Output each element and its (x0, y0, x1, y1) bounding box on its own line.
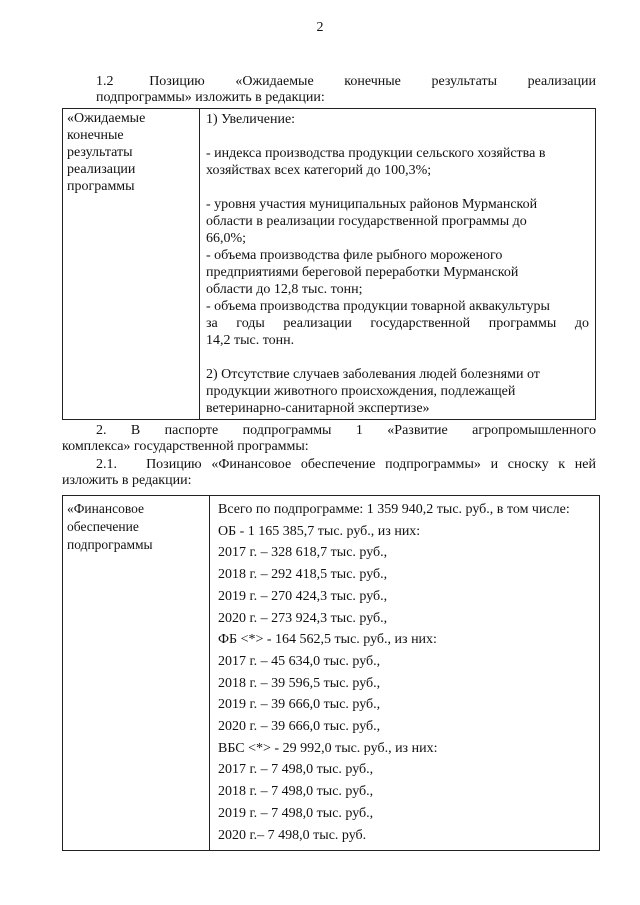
page-number: 2 (316, 20, 324, 35)
financing-fb-total: ФБ <*> - 164 562,5 тыс. руб., из них: (218, 632, 437, 648)
results-point-2-cont: ветеринарно-санитарной экспертизе» (206, 401, 430, 416)
paragraph-1-2-line-1: 1.2 Позицию «Ожидаемые конечные результаты реализации (96, 74, 596, 89)
financing-fb-2018: 2018 г. – 39 596,5 тыс. руб., (218, 675, 381, 691)
financing-label (63, 496, 210, 851)
results-point-2: 2) Отсутствие случаев заболевания людей болезнями от (206, 367, 540, 382)
label-line: обеспечение (67, 519, 139, 534)
financing-table (62, 495, 600, 851)
results-item-1: - индекса производства продукции сельского хозяйства в (206, 146, 546, 161)
financing-fb-2017: 2017 г. – 45 634,0 тыс. руб., (218, 653, 381, 669)
financing-fb-2020: 2020 г. – 39 666,0 тыс. руб., (218, 719, 381, 735)
paragraph-2-line-2: комплекса» государственной программы: (62, 439, 309, 454)
label-line: «Финансовое (67, 501, 145, 516)
paragraph-1-2 (96, 74, 596, 106)
financing-content (210, 496, 600, 851)
paragraph-2-line-1: 2. В паспорте подпрограммы 1 «Развитие агропромышленного (96, 423, 596, 438)
label-line: конечные (67, 128, 124, 143)
financing-ob-2019: 2019 г. – 270 424,3 тыс. руб., (218, 588, 388, 604)
expected-results-table (62, 108, 596, 420)
label-line: программы (67, 179, 135, 194)
financing-vbs-total: ВБС <*> - 29 992,0 тыс. руб., из них: (218, 740, 438, 756)
results-item-4-cont: за годы реализации государственной программы до (206, 316, 589, 331)
financing-vbs-2017: 2017 г. – 7 498,0 тыс. руб., (218, 762, 374, 778)
financing-fb-2019: 2019 г. – 39 666,0 тыс. руб., (218, 697, 381, 713)
label-line: подпрограммы (67, 537, 153, 552)
label-line: реализации (67, 162, 136, 177)
financing-ob-total: ОБ - 1 165 385,7 тыс. руб., из них: (218, 523, 421, 539)
financing-vbs-2019: 2019 г. – 7 498,0 тыс. руб., (218, 805, 374, 821)
results-item-2-cont: области в реализации государственной программы до (206, 214, 527, 229)
results-item-2: - уровня участия муниципальных районов Мурманской (206, 197, 538, 212)
paragraph-2 (62, 423, 596, 455)
label-line: «Ожидаемые (67, 111, 146, 126)
results-point-2-cont: продукции животного происхождения, подлежащей (206, 384, 516, 399)
results-item-2-cont: 66,0%; (206, 231, 247, 246)
results-item-4: - объема производства продукции товарной аквакультуры (206, 299, 550, 314)
results-intro: 1) Увеличение: (206, 112, 296, 127)
paragraph-2-1-line-2: изложить в редакции: (62, 473, 192, 488)
paragraph-2-1-line-1: 2.1. Позицию «Финансовое обеспечение подпрограммы» и сноску к ней (96, 457, 596, 472)
financing-vbs-2018: 2018 г. – 7 498,0 тыс. руб., (218, 784, 374, 800)
financing-ob-2020: 2020 г. – 273 924,3 тыс. руб., (218, 610, 388, 626)
results-item-4-cont: 14,2 тыс. тонн. (206, 333, 295, 348)
financing-ob-2018: 2018 г. – 292 418,5 тыс. руб., (218, 567, 388, 583)
paragraph-2-1 (62, 457, 596, 489)
results-item-3-cont: предприятиями береговой переработки Мурманской (206, 265, 519, 280)
financing-total: Всего по подпрограмме: 1 359 940,2 тыс. руб., в том числе: (218, 502, 570, 517)
label-line: результаты (67, 145, 133, 160)
paragraph-1-2-line-2: подпрограммы» изложить в редакции: (96, 90, 325, 105)
financing-ob-2017: 2017 г. – 328 618,7 тыс. руб., (218, 545, 388, 561)
results-item-3: - объема производства филе рыбного мороженого (206, 248, 503, 263)
financing-vbs-2020: 2020 г.– 7 498,0 тыс. руб. (218, 827, 367, 843)
results-item-1-cont: хозяйствах всех категорий до 100,3%; (206, 163, 432, 178)
results-item-3-cont: области до 12,8 тыс. тонн; (206, 282, 363, 297)
expected-results-content (200, 109, 596, 420)
expected-results-label (63, 109, 200, 420)
